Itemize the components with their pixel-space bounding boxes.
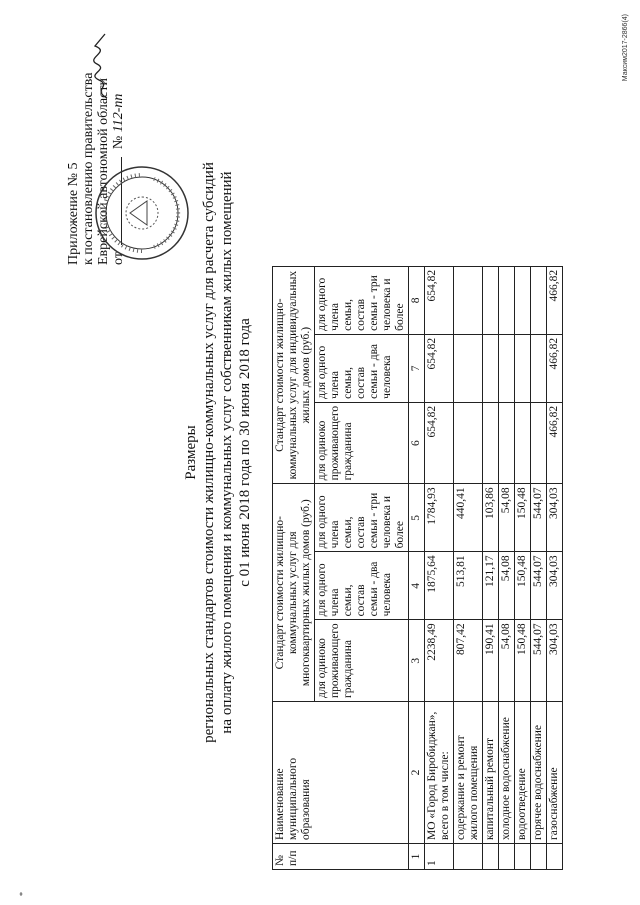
value-cell: 807,42 [454, 620, 483, 702]
value-cell [499, 402, 515, 484]
row-name: горячее водоснабжение [531, 702, 547, 844]
value-cell: 150,48 [515, 620, 531, 702]
value-cell: 150,48 [515, 484, 531, 552]
appendix-line-3: Еврейской автономной области [96, 78, 111, 265]
table-row [483, 266, 499, 869]
row-num [454, 844, 483, 870]
value-cell [531, 266, 547, 334]
value-cell: 544,07 [531, 552, 547, 620]
value-cell: 304,03 [547, 484, 563, 552]
standards-table [272, 266, 563, 870]
table-row [499, 266, 515, 869]
value-cell [515, 402, 531, 484]
value-cell [515, 334, 531, 402]
value-cell: 466,82 [547, 402, 563, 484]
official-stamp-icon [92, 163, 192, 263]
row-num [499, 844, 515, 870]
row-num [515, 844, 531, 870]
value-cell [483, 266, 499, 334]
row-name: содержание и ремонт жилого помещения [454, 702, 483, 844]
title-line-4: с 01 июня 2018 года по 30 июня 2018 года [237, 318, 253, 587]
signature-icon [87, 30, 117, 100]
row-name: холодное водоснабжение [499, 702, 515, 844]
appendix-line-2: к постановлению правительства [81, 72, 96, 265]
table-row [425, 266, 454, 869]
value-cell: 190,41 [483, 620, 499, 702]
index-row [409, 266, 425, 869]
header-sub-single: для одиноко проживающего гражданина [315, 402, 409, 484]
footer-code: Максим2017-2866(4) [622, 14, 629, 82]
value-cell [454, 402, 483, 484]
value-cell: 121,17 [483, 552, 499, 620]
table-row [547, 266, 563, 869]
index-cell: 2 [409, 702, 425, 844]
row-name: газоснабжение [547, 702, 563, 844]
header-num: № п/п [273, 844, 409, 870]
row-name: водоотведение [515, 702, 531, 844]
value-cell: 150,48 [515, 552, 531, 620]
row-name: МО «Город Биробиджан», всего в том числе: [425, 702, 454, 844]
appendix-line-1: Приложение № 5 [66, 162, 81, 265]
value-cell: 304,03 [547, 552, 563, 620]
header-sub-two: для одного члена семьи, состав семьи - два человека [315, 552, 409, 620]
document-title: Размеры [183, 425, 199, 480]
value-cell: 654,82 [425, 402, 454, 484]
index-cell: 1 [409, 844, 425, 870]
index-cell: 4 [409, 552, 425, 620]
value-cell: 54,08 [499, 552, 515, 620]
header-sub-two: для одного члена семьи, состав семьи - два человека [315, 334, 409, 402]
value-cell: 54,08 [499, 620, 515, 702]
appendix-number: 112-пп [111, 93, 126, 133]
value-cell [531, 334, 547, 402]
index-cell: 7 [409, 334, 425, 402]
value-cell: 654,82 [425, 334, 454, 402]
value-cell [515, 266, 531, 334]
header-row-1 [273, 266, 315, 869]
value-cell: 466,82 [547, 266, 563, 334]
value-cell: 654,82 [425, 266, 454, 334]
table-row [515, 266, 531, 869]
value-cell [483, 334, 499, 402]
row-name: капитальный ремонт [483, 702, 499, 844]
value-cell: 544,07 [531, 620, 547, 702]
value-cell: 544,07 [531, 484, 547, 552]
row-num [547, 844, 563, 870]
value-cell: 440,41 [454, 484, 483, 552]
value-cell: 1784,93 [425, 484, 454, 552]
value-cell: 2238,49 [425, 620, 454, 702]
value-cell: 103,86 [483, 484, 499, 552]
header-sub-three: для одного члена семьи, состав семьи - три человека и более [315, 484, 409, 552]
title-line-3: на оплату жилого помещения и коммунальных услуг собственникам жилых помещений [219, 171, 235, 734]
row-num [531, 844, 547, 870]
corner-mark: * [18, 892, 27, 896]
value-cell [531, 402, 547, 484]
value-cell [499, 266, 515, 334]
row-num [483, 844, 499, 870]
value-cell: 54,08 [499, 484, 515, 552]
value-cell: 513,81 [454, 552, 483, 620]
value-cell [483, 402, 499, 484]
header-group-mkd: Стандарт стоимости жилищно-коммунальных услуг для многоквартирных жилых домов (руб.) [273, 484, 315, 702]
value-cell [454, 266, 483, 334]
value-cell: 466,82 [547, 334, 563, 402]
index-cell: 8 [409, 266, 425, 334]
value-cell: 304,03 [547, 620, 563, 702]
header-group-izhd: Стандарт стоимости жилищно-коммунальных услуг для индивидуальных жилых домов (руб.) [273, 266, 315, 484]
value-cell: 1875,64 [425, 552, 454, 620]
header-sub-three: для одного члена семьи, состав семьи - три человека и более [315, 266, 409, 334]
header-name: Наименование муниципального образования [273, 702, 409, 844]
table-row [531, 266, 547, 869]
appendix-number-prefix: № [111, 135, 126, 150]
value-cell [499, 334, 515, 402]
title-line-2: региональных стандартов стоимости жилищно-коммунальных услуг для расчета субсидий [201, 162, 217, 743]
appendix-date-prefix: от [111, 252, 126, 265]
table-row [454, 266, 483, 869]
value-cell [454, 334, 483, 402]
header-sub-single: для одиноко проживающего гражданина [315, 620, 409, 702]
index-cell: 6 [409, 402, 425, 484]
index-cell: 5 [409, 484, 425, 552]
index-cell: 3 [409, 620, 425, 702]
row-num: 1 [425, 844, 454, 870]
